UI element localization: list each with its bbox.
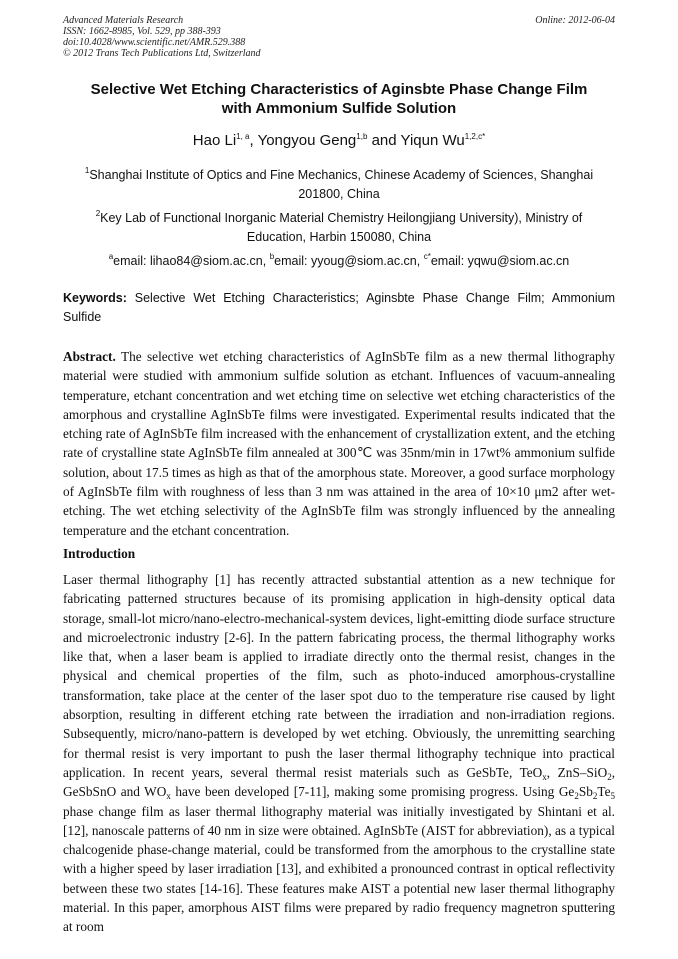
affiliation-mark: 2: [95, 209, 101, 218]
abstract-text: The selective wet etching characteristics of AgInSbTe film as a new thermal lithography material were studied with ammonium sulfide solution as etchant. Influences of vacuum-annealing temperature, etchant concentration and wet etching time on selective wet etching characteristics of the amorphous and crystalline AgInSbTe films were investigated. Experimental results indicated that the etching rate of AgInSbTe film increased with the enhancement of crystallization extent, and the etching rate of crystalline state AgInSbTe film annealed at 300℃ was 35nm/min in 17wt% ammonium sulfide solution, about 17.5 times as high as that of the amorphous state. Moreover, a good surface morphology of AgInSbTe film with roughness of less than 3 nm was attained in the area of 10×10 μm2 after wet-etching. The wet etching selectivity of the AgInSbTe film was strongly influenced by the annealing temperature and the etchant concentration.: [63, 349, 615, 538]
subscript: 2: [592, 791, 598, 802]
paper-title: [40, 80, 638, 118]
copyright-line: © 2012 Trans Tech Publications Ltd, Switzerland: [63, 48, 261, 59]
paragraph-text: Laser thermal lithography [1] has recently attracted substantial attention as a new technique for fabricating patterned structures because of its promising application in high-density optical data storage, small-lot micro/nano-electro-mechanical-system devices, light-emitting diode surface structure and microelectronic industry [2-6]. In the pattern fabricating process, the thermal lithography works like that, when a laser beam is applied to irradiate directly onto the thermal resist, changes in the physical and chemical properties of the film, such as photo-induced amorphous-crystalline transformation, take place at the center of the laser spot duo to the temperature rise caused by light absorption, resulting in different etching rate between the irradiation and non-irradiation regions. Subsequently, micro/nano-pattern is developed by wet etching. Obviously, the unremitting searching for thermal resist is very important to push the laser thermal lithography technique into practical application. In recent years, several thermal resist materials such as GeSbTe, TeO: [63, 572, 615, 780]
introduction-paragraph: [63, 570, 615, 937]
email-mark: b: [269, 252, 275, 261]
author-affil-mark: 1,b: [356, 132, 368, 141]
doi-line: doi:10.4028/www.scientific.net/AMR.529.388: [63, 37, 246, 48]
email-address: email: yqwu@siom.ac.cn: [430, 254, 570, 268]
abstract-label: Abstract.: [63, 349, 116, 364]
journal-header: [63, 15, 615, 59]
email-address: email: yyoug@siom.ac.cn,: [274, 254, 424, 268]
subscript: 2: [607, 771, 612, 782]
email-mark: a: [108, 252, 114, 261]
subscript: x: [166, 791, 171, 802]
affiliation-line: 201800, China: [298, 187, 380, 201]
paragraph-text: phase change film as laser thermal lithography material was initially investigated by Shintani et al. [12], nanoscale patterns of 40 nm in size were obtained. AgInSbTe (AIST for abbreviation), as a typical chalcogenide phase-change material, could be transformed from the amorphous to the crystalline state with a higher speed by laser irradiation [13], and exhibited a pronounced contrast in optical reflectivity between these two states [14-16]. These features make AIST a potential new laser thermal lithography material. In this paper, amorphous AIST films were prepared by radio frequency magnetron sputtering at room: [63, 803, 615, 935]
paragraph-text: , ZnS–SiO: [546, 764, 608, 780]
online-date: Online: 2012-06-04: [535, 15, 615, 26]
author-list: [40, 131, 638, 151]
subscript: x: [542, 771, 547, 782]
section-heading-introduction: Introduction: [63, 546, 136, 561]
abstract-section: [63, 347, 615, 540]
keywords-section: [63, 289, 615, 327]
subscript: 5: [610, 791, 615, 802]
title-line-1: Selective Wet Etching Characteristics of Aginsbte Phase Change Film: [90, 81, 588, 98]
affiliation-line: Key Lab of Functional Inorganic Material Chemistry Heilongjiang University), Ministry of: [100, 211, 583, 225]
paragraph-text: have been developed [7-11], making some promising progress. Using Ge: [170, 784, 575, 800]
subscript: 2: [574, 791, 579, 802]
author-name: Hao Li: [192, 132, 237, 149]
author-name: Yongyou Geng: [257, 132, 357, 149]
affiliation-line: Education, Harbin 150080, China: [246, 230, 432, 244]
issn-line: ISSN: 1662-8985, Vol. 529, pp 388-393: [63, 26, 221, 37]
author-separator: and: [367, 132, 401, 149]
email-address: email: lihao84@siom.ac.cn,: [113, 254, 270, 268]
keywords-text: Selective Wet Etching Characteristics; Aginsbte Phase Change Film; Ammonium Sulfide: [63, 291, 615, 324]
affiliation-1: [40, 166, 638, 204]
email-list: [40, 253, 638, 269]
paragraph-text: Te: [597, 784, 611, 800]
author-separator: ,: [249, 132, 258, 149]
keywords-label: Keywords:: [63, 291, 127, 305]
email-mark: c*: [423, 252, 431, 261]
author-affil-mark: 1, a: [236, 132, 250, 141]
affiliation-line: Shanghai Institute of Optics and Fine Mechanics, Chinese Academy of Sciences, Shanghai: [89, 168, 594, 182]
paragraph-text: , GeSbSnO and WO: [63, 764, 616, 800]
author-affil-mark: 1,2,c*: [464, 132, 486, 141]
title-line-2: with Ammonium Sulfide Solution: [221, 100, 457, 117]
author-name: Yiqun Wu: [400, 132, 465, 149]
paragraph-text: Sb: [578, 784, 593, 800]
affiliation-mark: 1: [84, 166, 90, 175]
affiliation-2: [40, 209, 638, 247]
journal-name: Advanced Materials Research: [63, 15, 184, 26]
